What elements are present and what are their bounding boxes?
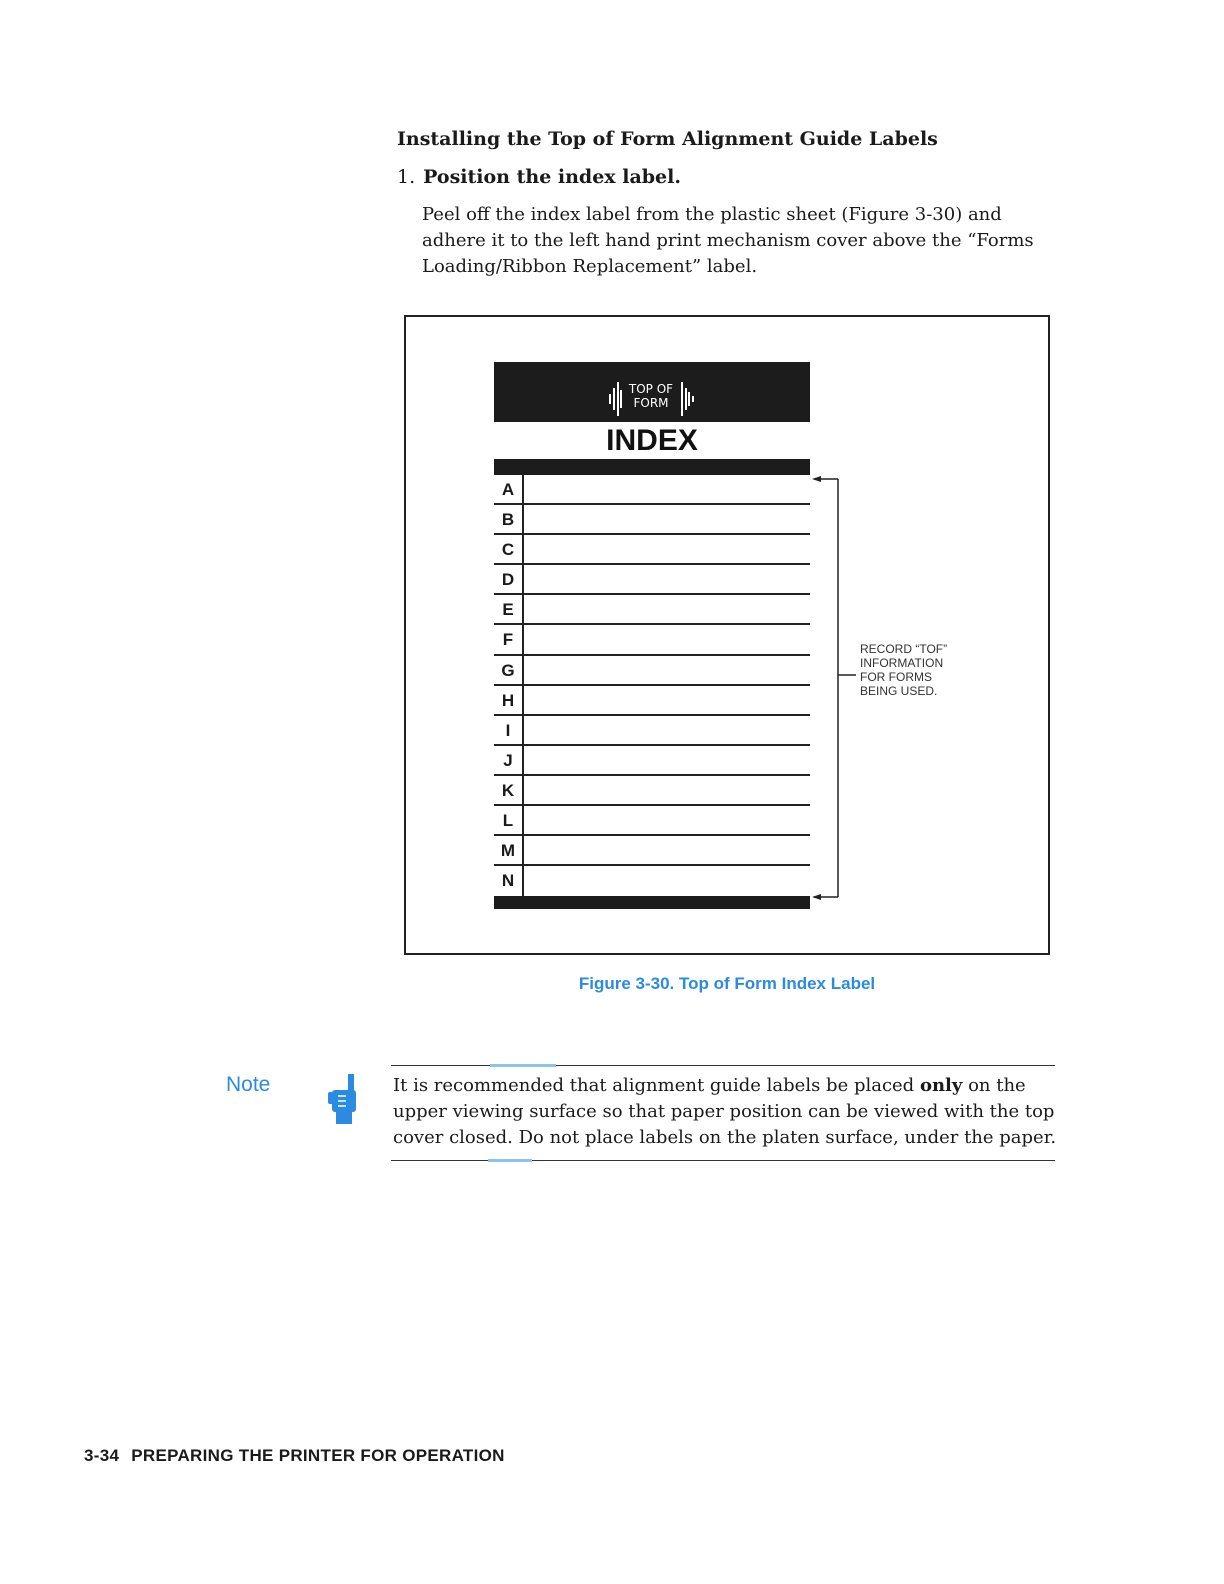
row-letter: J: [494, 746, 524, 774]
index-row: [494, 565, 810, 595]
row-letter: B: [494, 505, 524, 533]
row-letter: M: [494, 836, 524, 864]
row-letter: A: [494, 475, 524, 503]
chapter-title: PREPARING THE PRINTER FOR OPERATION: [131, 1446, 505, 1465]
page-number: 3-34: [84, 1446, 120, 1465]
step-number: 1.: [397, 166, 416, 188]
note-accent: [488, 1159, 532, 1162]
note-text: [393, 1073, 1055, 1151]
callout-bracket: [812, 475, 858, 905]
paragraph-line: Loading/Ribbon Replacement” label.: [422, 256, 758, 277]
note-accent: [490, 1064, 556, 1067]
index-row: [494, 776, 810, 806]
index-row: [494, 625, 810, 655]
callout-line: INFORMATION: [860, 656, 944, 670]
instruction-paragraph: [422, 202, 1052, 280]
tof-line-2: FORM: [633, 396, 669, 410]
note-line: [393, 1073, 1055, 1099]
row-letter: D: [494, 565, 524, 593]
note-line-text: It is recommended that alignment guide labels be placed: [393, 1075, 915, 1096]
row-letter: L: [494, 806, 524, 834]
callout-text: [860, 642, 947, 698]
callout-line: FOR FORMS: [860, 670, 932, 684]
tof-header-text: [628, 382, 674, 410]
step-heading: [397, 166, 681, 188]
callout-line: BEING USED.: [860, 684, 938, 698]
index-row: [494, 866, 810, 896]
callout-line: RECORD “TOF”: [860, 642, 948, 656]
row-letter: N: [494, 866, 524, 896]
paragraph-line: Peel off the index label from the plastic sheet (Figure 3-30) and: [422, 204, 1002, 225]
row-letter: I: [494, 716, 524, 744]
paragraph-line: adhere it to the left hand print mechanism cover above the “Forms: [422, 230, 1034, 251]
index-top-bar: [494, 459, 810, 475]
figure-caption: Figure 3-30. Top of Form Index Label: [578, 974, 876, 993]
index-row: [494, 595, 810, 625]
index-row: [494, 686, 810, 716]
pointing-hand-icon: [326, 1074, 360, 1126]
row-letter: H: [494, 686, 524, 714]
note-line: upper viewing surface so that paper position can be viewed with the top: [393, 1101, 1055, 1122]
index-row: [494, 505, 810, 535]
row-letter: E: [494, 595, 524, 623]
index-row: [494, 656, 810, 686]
index-row: [494, 806, 810, 836]
row-letter: C: [494, 535, 524, 563]
row-letter: G: [494, 656, 524, 684]
index-row: [494, 746, 810, 776]
index-row: [494, 535, 810, 565]
row-letter: K: [494, 776, 524, 804]
tof-line-1: TOP OF: [628, 382, 674, 396]
note-emphasis: only: [919, 1075, 963, 1096]
section-title: Installing the Top of Form Alignment Guide Labels: [397, 128, 938, 150]
note-line: cover closed. Do not place labels on the platen surface, under the paper.: [393, 1127, 1057, 1148]
step-title: Position the index label.: [423, 166, 681, 188]
note-line-text: on the: [968, 1075, 1026, 1096]
page-footer: [84, 1446, 505, 1466]
index-row: [494, 836, 810, 866]
index-row: [494, 475, 810, 505]
index-bottom-bar: [494, 896, 810, 909]
row-letter: F: [494, 625, 524, 653]
note-label: Note: [226, 1073, 271, 1096]
index-title: INDEX: [606, 424, 698, 457]
index-row: [494, 716, 810, 746]
index-rows: [494, 475, 810, 896]
